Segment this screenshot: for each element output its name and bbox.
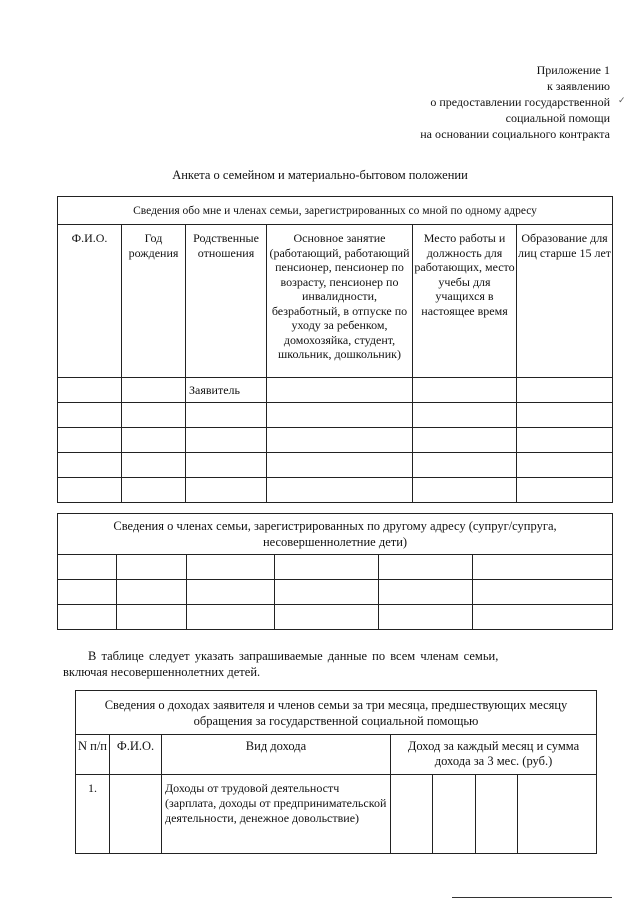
appendix-line: социальной помощи	[505, 111, 610, 125]
scan-mark: ✓	[618, 95, 626, 105]
cell[interactable]	[117, 605, 187, 630]
other-address-table	[57, 513, 613, 630]
table-row	[58, 555, 613, 580]
income-kind: Доходы от трудовой деятельностч (зарплата, доходы от предпринимательской деятельности, денежное довольствие)	[162, 775, 391, 854]
applicant-label: Заявитель	[186, 378, 267, 403]
occupation-cell[interactable]	[267, 478, 413, 503]
cell[interactable]	[473, 580, 613, 605]
table3-caption: Сведения о доходах заявителя и членов семьи за три месяца, предшествующих месяцу обращения за государственной социальной помощью	[76, 691, 597, 735]
appendix-line: Приложение 1	[536, 63, 610, 77]
table-row	[58, 403, 613, 428]
cell[interactable]	[187, 555, 275, 580]
appendix-line: о предоставлении государственной	[430, 95, 610, 109]
workplace-cell[interactable]	[413, 428, 517, 453]
form-title: Анкета о семейном и материально-бытовом положении	[172, 168, 468, 182]
month-1-cell[interactable]	[391, 775, 433, 854]
header-number: N п/п	[76, 735, 110, 775]
fio-cell[interactable]	[58, 428, 122, 453]
workplace-cell[interactable]	[413, 478, 517, 503]
relation-cell[interactable]	[186, 428, 267, 453]
cell[interactable]	[58, 605, 117, 630]
table-row	[58, 605, 613, 630]
cell[interactable]	[473, 555, 613, 580]
month-3-cell[interactable]	[476, 775, 518, 854]
education-cell[interactable]	[517, 378, 613, 403]
header-relation: Родственные отношения	[186, 225, 267, 378]
table2-caption: Сведения о членах семьи, зарегистрированных по другому адресу (супруг/супруга, несовершеннолетние дети)	[58, 514, 613, 555]
header-education: Образование для лиц старше 15 лет	[517, 225, 613, 378]
occupation-cell[interactable]	[267, 403, 413, 428]
education-cell[interactable]	[517, 453, 613, 478]
header-fio: Ф.И.О.	[58, 225, 122, 378]
appendix-header	[420, 62, 610, 142]
education-cell[interactable]	[517, 478, 613, 503]
birth-year-cell[interactable]	[122, 378, 186, 403]
occupation-cell[interactable]	[267, 453, 413, 478]
bottom-line	[452, 897, 612, 898]
relation-cell[interactable]	[186, 478, 267, 503]
table-row	[58, 478, 613, 503]
cell[interactable]	[379, 555, 473, 580]
occupation-cell[interactable]	[267, 428, 413, 453]
table-row	[58, 580, 613, 605]
family-members-table	[57, 196, 613, 503]
appendix-line: на основании социального контракта	[420, 127, 610, 141]
workplace-cell[interactable]	[413, 453, 517, 478]
relation-cell[interactable]	[186, 453, 267, 478]
table1-caption: Сведения обо мне и членах семьи, зарегистрированных со мной по одному адресу	[58, 197, 613, 225]
relation-cell[interactable]	[186, 403, 267, 428]
birth-year-cell[interactable]	[122, 453, 186, 478]
header-occupation: Основное занятие (работающий, работающий пенсионер, пенсионер по возрасту, пенсионер по инвалидности, безработный, в отпуске по уходу за ребенком, домохозяйка, студент, школьник, дошкольник)	[267, 225, 413, 378]
cell[interactable]	[117, 555, 187, 580]
header-workplace: Место работы и должность для работающих, место учебы для учащихся в настоящее время	[413, 225, 517, 378]
note-line-1: В таблице следует указать запрашиваемые данные по всем членам семьи,	[88, 649, 499, 663]
row-number: 1.	[76, 775, 110, 854]
income-table	[75, 690, 597, 854]
header-birth-year: Год рождения	[122, 225, 186, 378]
table-row	[58, 453, 613, 478]
cell[interactable]	[275, 605, 379, 630]
table-row	[58, 428, 613, 453]
fio-cell[interactable]	[58, 403, 122, 428]
cell[interactable]	[58, 580, 117, 605]
cell[interactable]	[473, 605, 613, 630]
fio-cell[interactable]	[58, 453, 122, 478]
instruction-note	[63, 648, 623, 680]
fio-cell[interactable]	[58, 378, 122, 403]
education-cell[interactable]	[517, 403, 613, 428]
workplace-cell[interactable]	[413, 378, 517, 403]
cell[interactable]	[275, 580, 379, 605]
birth-year-cell[interactable]	[122, 428, 186, 453]
cell[interactable]	[117, 580, 187, 605]
header-income-amount: Доход за каждый месяц и сумма дохода за 3 мес. (руб.)	[391, 735, 597, 775]
header-fio: Ф.И.О.	[110, 735, 162, 775]
table-row	[58, 378, 613, 403]
cell[interactable]	[58, 555, 117, 580]
cell[interactable]	[379, 605, 473, 630]
fio-cell[interactable]	[58, 478, 122, 503]
cell[interactable]	[187, 580, 275, 605]
cell[interactable]	[275, 555, 379, 580]
appendix-line: к заявлению	[546, 79, 610, 93]
cell[interactable]	[379, 580, 473, 605]
workplace-cell[interactable]	[413, 403, 517, 428]
cell[interactable]	[187, 605, 275, 630]
total-cell[interactable]	[518, 775, 597, 854]
fio-cell[interactable]	[110, 775, 162, 854]
header-income-kind: Вид дохода	[162, 735, 391, 775]
birth-year-cell[interactable]	[122, 403, 186, 428]
education-cell[interactable]	[517, 428, 613, 453]
month-2-cell[interactable]	[433, 775, 476, 854]
birth-year-cell[interactable]	[122, 478, 186, 503]
note-line-2: включая несовершеннолетних детей.	[63, 665, 261, 679]
occupation-cell[interactable]	[267, 378, 413, 403]
table-row	[76, 775, 597, 854]
